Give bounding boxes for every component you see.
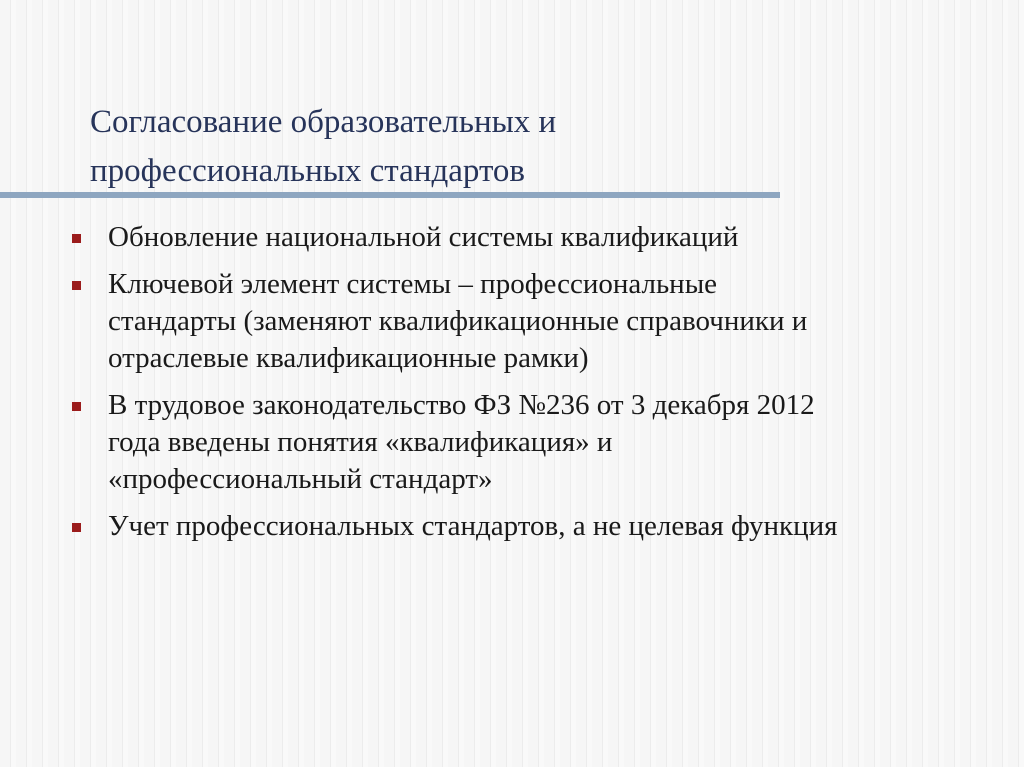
bullet-item (72, 387, 992, 498)
bullet-text (108, 219, 992, 256)
bullet-text (108, 387, 992, 498)
square-bullet-icon (72, 234, 81, 243)
square-bullet-icon (72, 281, 81, 290)
bullet-item (72, 508, 992, 545)
bullet-line: отраслевые квалификационные рамки) (108, 342, 589, 374)
bullet-line: Обновление национальной системы квалификаций (108, 221, 739, 253)
square-bullet-icon (72, 523, 81, 532)
bullet-text (108, 266, 992, 377)
title-line: Согласование образовательных и (90, 104, 557, 140)
square-bullet-icon (72, 402, 81, 411)
bullet-item (72, 219, 992, 256)
bullet-item (72, 266, 992, 377)
bullet-line: Ключевой элемент системы – профессиональные (108, 268, 718, 300)
bullet-line: «профессиональный стандарт» (108, 463, 493, 495)
bullet-line: Учет профессиональных стандартов, а не целевая функция (108, 510, 838, 542)
bullet-list (72, 219, 992, 555)
bullet-line: года введены понятия «квалификация» и (108, 426, 613, 458)
slide-title (90, 98, 790, 196)
bullet-text (108, 508, 992, 545)
bullet-line: стандарты (заменяют квалификационные справочники и (108, 305, 808, 337)
title-underline (0, 192, 780, 198)
bullet-line: В трудовое законодательство ФЗ №236 от 3 декабря 2012 (108, 389, 815, 421)
title-line: профессиональных стандартов (90, 153, 526, 189)
